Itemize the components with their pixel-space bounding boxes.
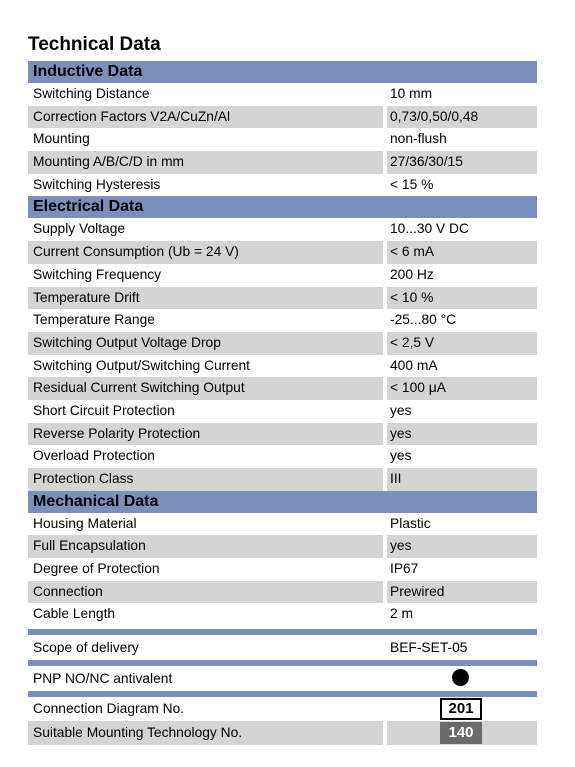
table-row bbox=[28, 174, 537, 197]
row-value: yes bbox=[390, 448, 412, 464]
row-value: Plastic bbox=[390, 515, 431, 531]
row-value: 0,73/0,50/0,48 bbox=[390, 108, 479, 124]
row-value: -25...80 °C bbox=[390, 312, 457, 328]
row-value: 200 Hz bbox=[390, 266, 434, 282]
row-label: Current Consumption (Ub = 24 V) bbox=[33, 244, 239, 260]
row-value: IP67 bbox=[390, 561, 419, 577]
table-row bbox=[28, 83, 537, 106]
row-value: 10 mm bbox=[390, 86, 433, 101]
row-value: < 10 % bbox=[390, 289, 434, 305]
table-row bbox=[28, 264, 537, 287]
section-header-inductive: Inductive Data bbox=[28, 61, 537, 83]
row-value: < 2,5 V bbox=[390, 334, 435, 350]
row-value: III bbox=[390, 471, 402, 486]
row-label: Switching Frequency bbox=[33, 266, 162, 282]
row-label: Correction Factors V2A/CuZn/Al bbox=[33, 108, 231, 124]
row-label: Switching Distance bbox=[33, 86, 150, 101]
table-row bbox=[28, 151, 537, 174]
row-label: Overload Protection bbox=[33, 448, 155, 464]
table-row bbox=[28, 445, 537, 468]
row-value: yes bbox=[390, 425, 412, 441]
row-value: yes bbox=[390, 402, 412, 418]
row-label: Short Circuit Protection bbox=[33, 402, 175, 418]
table-row bbox=[28, 128, 537, 151]
table-row bbox=[28, 558, 537, 581]
row-value: non-flush bbox=[390, 131, 447, 147]
table-row bbox=[28, 513, 537, 536]
table-row bbox=[28, 106, 537, 129]
row-label: Housing Material bbox=[33, 515, 137, 531]
scope-of-delivery-row bbox=[28, 635, 537, 660]
row-value: < 15 % bbox=[390, 176, 434, 192]
row-label: Switching Hysteresis bbox=[33, 176, 161, 192]
row-label: Mounting bbox=[33, 131, 90, 147]
row-label: Temperature Range bbox=[33, 312, 155, 328]
table-row bbox=[28, 468, 537, 491]
row-label: Switching Output/Switching Current bbox=[33, 357, 251, 373]
table-row bbox=[28, 377, 537, 400]
page-title: Technical Data bbox=[28, 34, 161, 55]
row-value: BEF-SET-05 bbox=[390, 640, 468, 656]
table-row bbox=[28, 603, 537, 626]
row-value: 10...30 V DC bbox=[390, 221, 469, 237]
row-label: Supply Voltage bbox=[33, 221, 126, 237]
row-label: Scope of delivery bbox=[33, 640, 139, 656]
row-label: Suitable Mounting Technology No. bbox=[33, 725, 243, 741]
section-header-electrical: Electrical Data bbox=[28, 196, 537, 218]
technical-data-table bbox=[28, 61, 537, 745]
table-row bbox=[28, 400, 537, 423]
table-row bbox=[28, 355, 537, 378]
section-header-mechanical: Mechanical Data bbox=[28, 491, 537, 513]
table-row bbox=[28, 309, 537, 332]
row-value: < 6 mA bbox=[390, 244, 435, 260]
row-label: Reverse Polarity Protection bbox=[33, 425, 201, 441]
mounting-technology-row bbox=[28, 721, 537, 745]
row-value: 27/36/30/15 bbox=[390, 154, 463, 170]
row-label: Mounting A/B/C/D in mm bbox=[33, 154, 185, 170]
table-row bbox=[28, 332, 537, 355]
row-label: Residual Current Switching Output bbox=[33, 380, 245, 396]
row-value: Prewired bbox=[390, 583, 445, 599]
row-label: Temperature Drift bbox=[33, 289, 140, 305]
row-label: Switching Output Voltage Drop bbox=[33, 334, 221, 350]
row-value: 400 mA bbox=[390, 357, 438, 373]
row-label: Protection Class bbox=[33, 471, 134, 486]
pnp-row bbox=[28, 666, 537, 691]
row-label: Connection Diagram No. bbox=[33, 701, 185, 717]
table-row bbox=[28, 287, 537, 310]
table-row bbox=[28, 218, 537, 241]
row-label: Connection bbox=[33, 583, 103, 599]
table-row bbox=[28, 241, 537, 264]
table-row bbox=[28, 423, 537, 446]
row-label: PNP NO/NC antivalent bbox=[33, 671, 173, 687]
table-row bbox=[28, 535, 537, 558]
row-value: < 100 μA bbox=[390, 380, 446, 396]
row-value: 2 m bbox=[390, 606, 413, 622]
row-label: Full Encapsulation bbox=[33, 538, 146, 554]
row-label: Cable Length bbox=[33, 606, 116, 622]
connection-diagram-number: 201 bbox=[440, 698, 482, 720]
connection-diagram-row bbox=[28, 697, 537, 721]
mounting-technology-number: 140 bbox=[440, 722, 482, 744]
filled-circle-icon bbox=[452, 669, 469, 686]
row-label: Degree of Protection bbox=[33, 561, 160, 577]
row-value: yes bbox=[390, 538, 412, 554]
table-row bbox=[28, 581, 537, 604]
